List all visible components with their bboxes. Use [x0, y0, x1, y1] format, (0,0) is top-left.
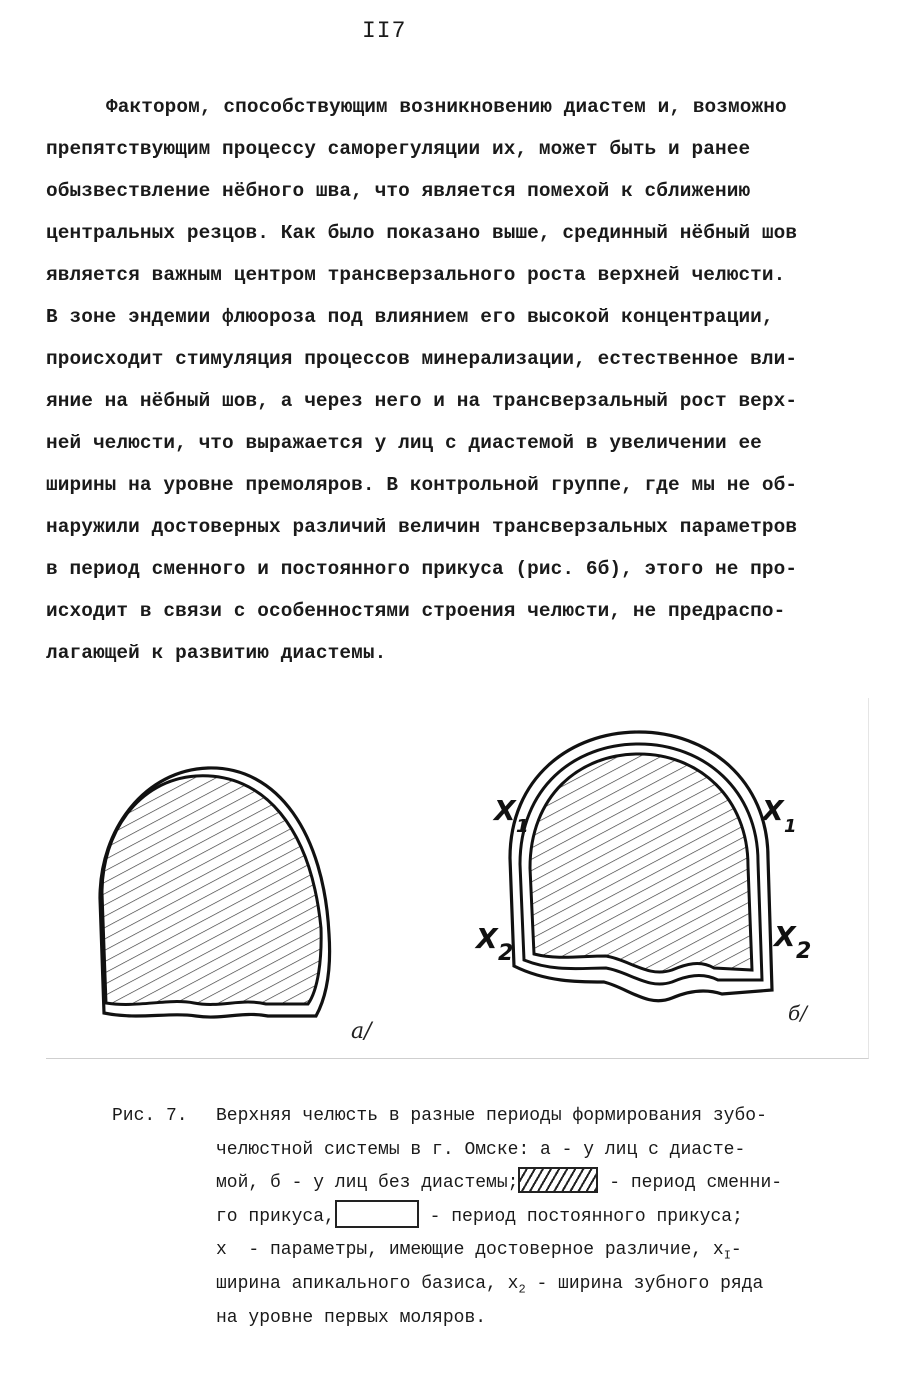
jaw-diagram-a — [86, 758, 374, 1044]
caption-line — [112, 1234, 872, 1268]
caption-text: - ширина зубного ряда — [525, 1273, 764, 1294]
jaw-diagram-b — [474, 732, 811, 1025]
text-line: центральных резцов. Как было показано выше, срединный нёбный шов — [46, 222, 798, 244]
text-line: происходит стимуляция процессов минерализации, естественное вли- — [46, 348, 798, 370]
label-x1-left-sub: 1 — [516, 816, 529, 837]
label-x2-right: X — [774, 920, 796, 953]
legend-swatch-empty — [335, 1200, 419, 1228]
caption-text: - период сменни- — [598, 1173, 783, 1194]
text-line: лагающей к развитию диастемы. — [46, 642, 387, 664]
text-line: исходит в связи с особенностями строения челюсти, не предраспо- — [46, 600, 786, 622]
figure-caption — [112, 1100, 872, 1335]
label-x2-left-sub: 2 — [498, 941, 514, 966]
label-x1-right-sub: 1 — [784, 816, 797, 837]
caption-text: мой, б - у лиц без диастемы; — [216, 1173, 519, 1194]
caption-text: Верхняя челюсть в разные периоды формирования зубо- — [216, 1106, 767, 1126]
caption-sub: I — [723, 1248, 731, 1263]
label-a: а/ — [351, 1019, 372, 1044]
caption-text: - — [730, 1240, 742, 1261]
caption-line — [112, 1268, 872, 1302]
text-line: в период сменного и постоянного прикуса (рис. 6б), этого не про- — [46, 558, 798, 580]
caption-line: челюстной системы в г. Омске: а - у лиц с диасте- — [216, 1139, 746, 1160]
label-x1-left: X — [494, 794, 516, 827]
text-line: ширины на уровне премоляров. В контрольной группе, где мы не об- — [46, 474, 798, 496]
text-line: обызвествление нёбного шва, что является помехой к сближению — [46, 180, 751, 202]
text-line: ней челюсти, что выражается у лиц с диастемой в увеличении ее — [46, 432, 762, 454]
caption-text: ширина апикального базиса, х — [216, 1273, 519, 1294]
legend-swatch-hatched — [518, 1167, 598, 1193]
caption-text: х - параметры, имеющие достоверное различие, х — [216, 1240, 724, 1261]
caption-line — [112, 1167, 872, 1201]
text-line: является важным центром трансверзального роста верхней челюсти. — [46, 264, 786, 286]
figure-jaw-diagrams — [46, 698, 869, 1059]
body-text — [46, 86, 876, 674]
caption-sub: 2 — [518, 1282, 526, 1297]
label-x2-left: X — [476, 922, 498, 955]
text-line: препятствующим процессу саморегуляции их, может быть и ранее — [46, 138, 751, 160]
caption-prefix: Рис. 7. — [112, 1106, 188, 1126]
label-x1-right: X — [762, 794, 784, 827]
text-line: В зоне эндемии флюороза под влиянием его высокой концентрации, — [46, 306, 774, 328]
label-b: б/ — [788, 1001, 807, 1025]
caption-text: го прикуса, — [216, 1206, 335, 1227]
caption-line — [112, 1100, 872, 1134]
caption-line — [112, 1201, 872, 1235]
caption-line: на уровне первых моляров. — [216, 1307, 487, 1328]
text-line: яние на нёбный шов, а через него и на трансверзальный рост верх- — [46, 390, 798, 412]
label-x2-right-sub: 2 — [796, 939, 812, 964]
caption-text: - период постоянного прикуса; — [418, 1206, 743, 1227]
text-line: Фактором, способствующим возникновению диастем и, возможно — [106, 96, 787, 118]
text-line: наружили достоверных различий величин трансверзальных параметров — [46, 516, 798, 538]
page-number: II7 — [362, 18, 407, 44]
